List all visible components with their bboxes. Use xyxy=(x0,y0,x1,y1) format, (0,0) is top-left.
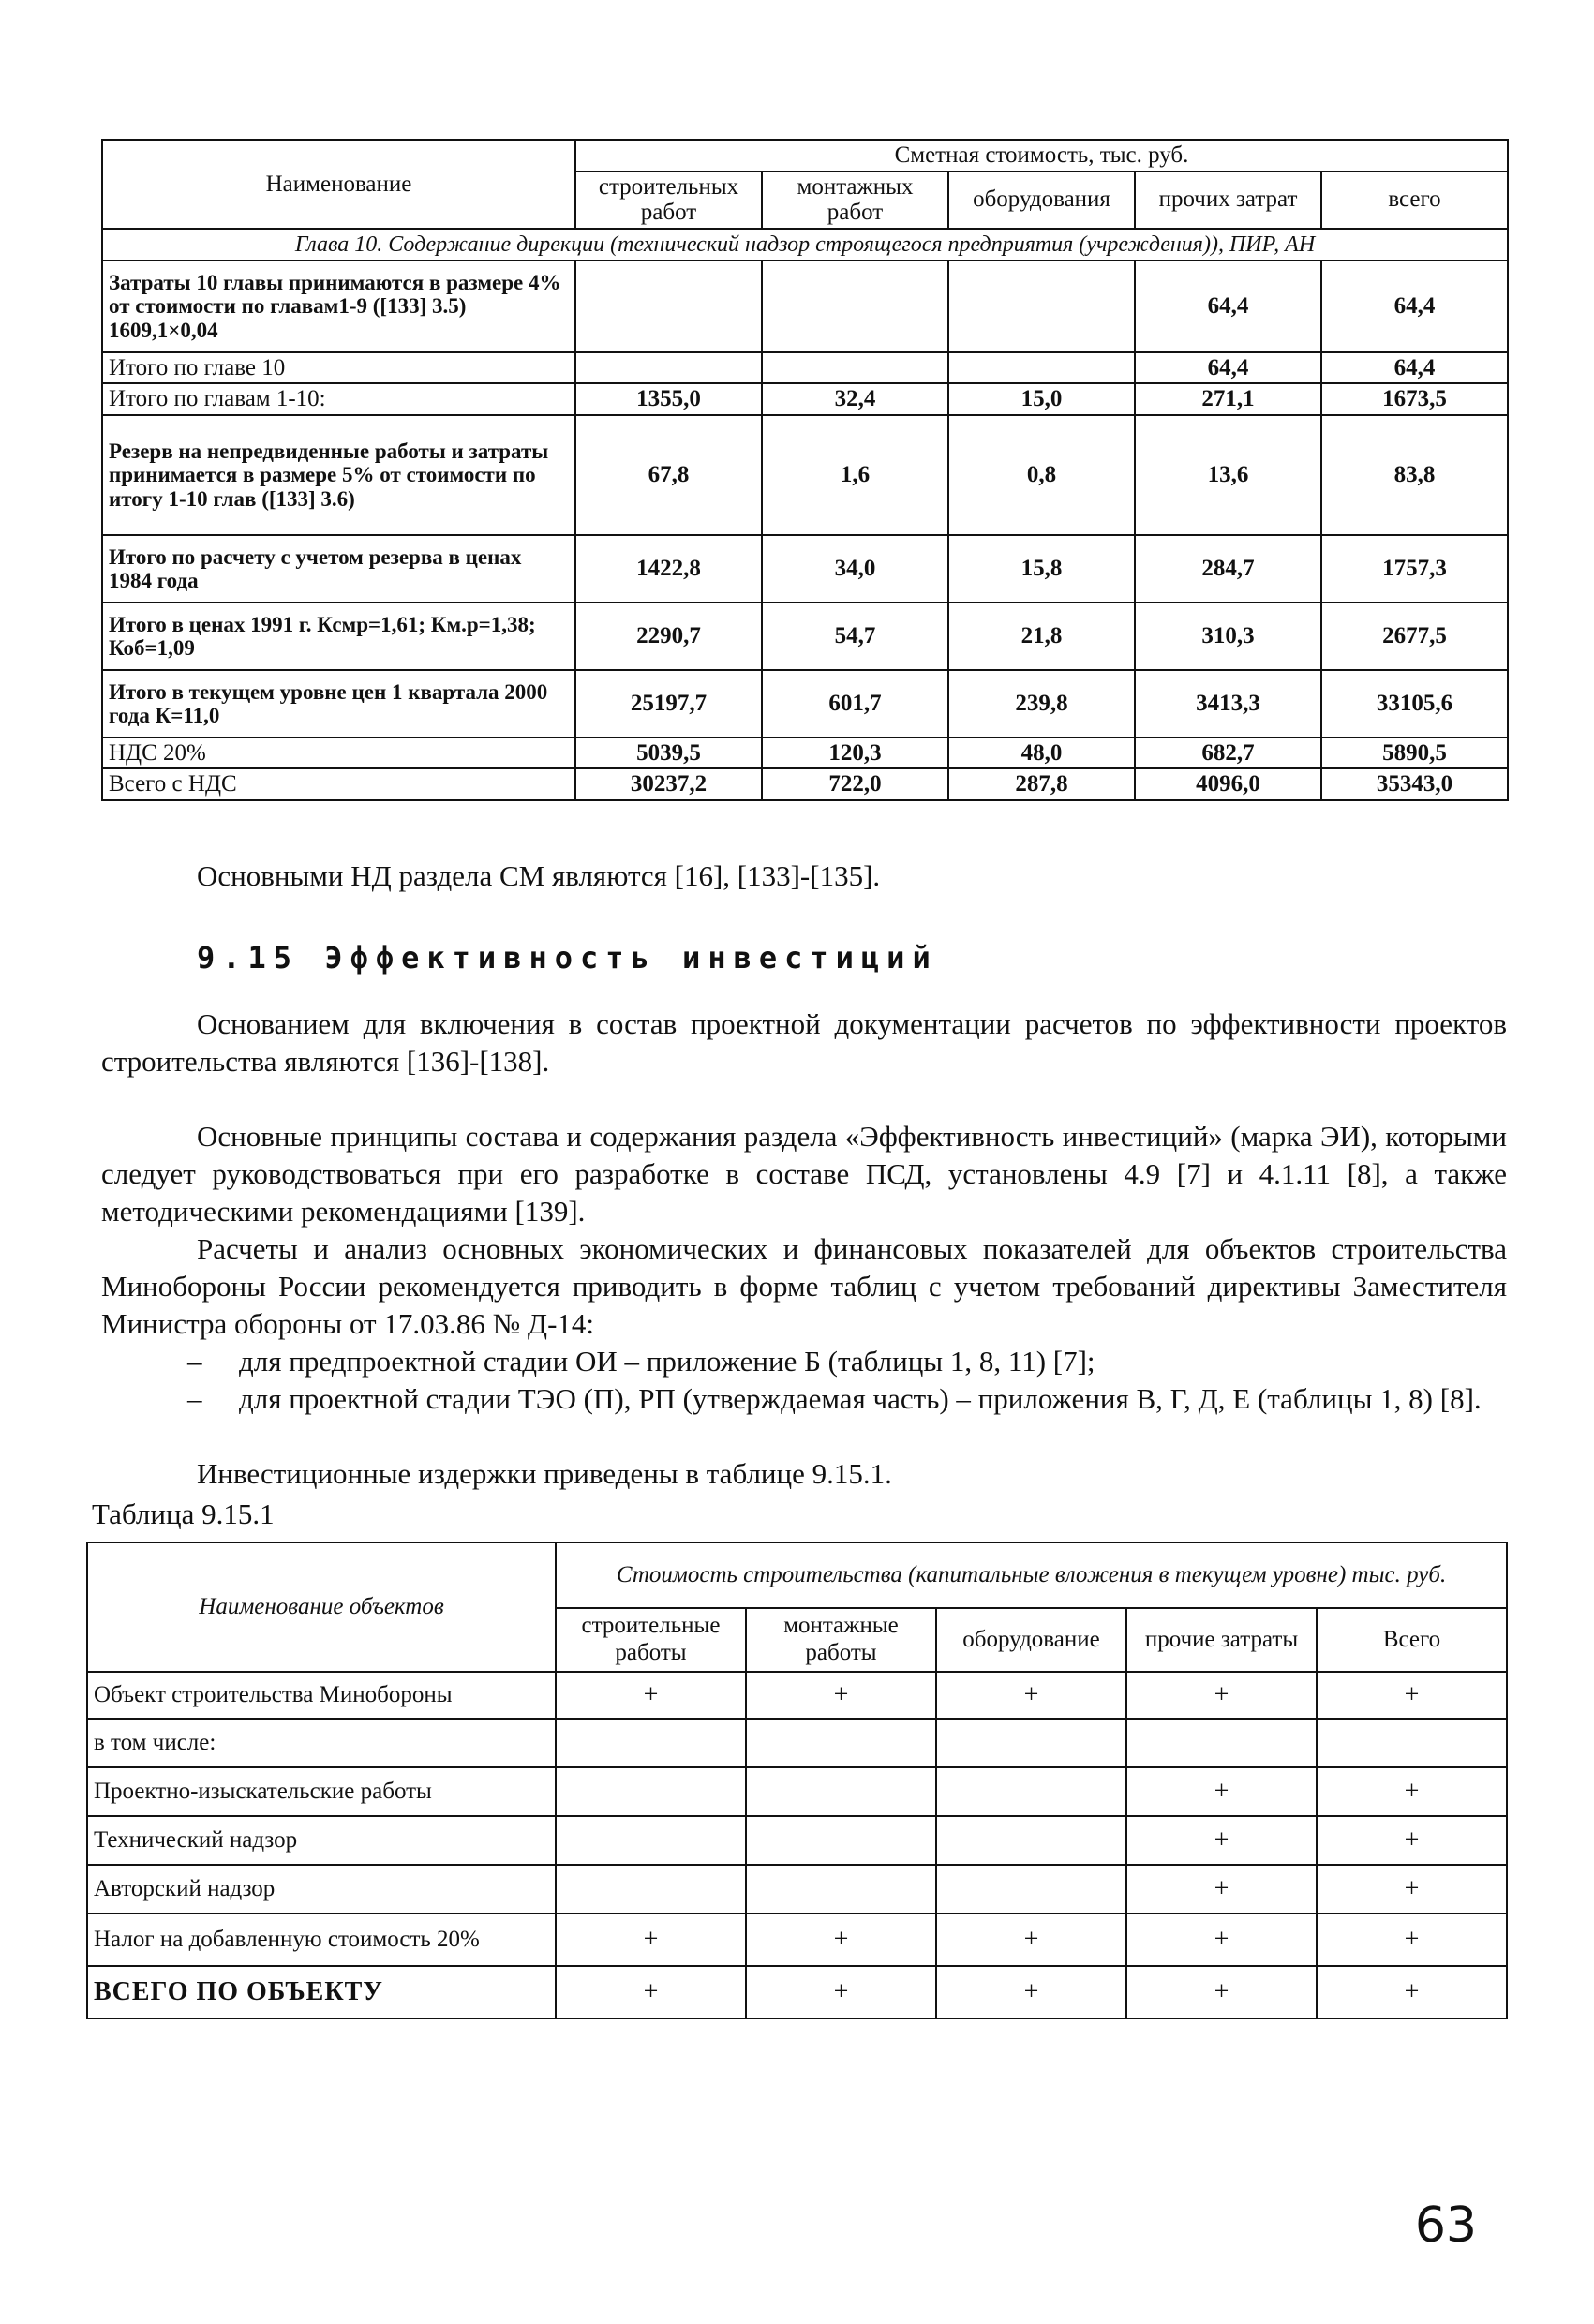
cell-value: 64,4 xyxy=(1321,352,1508,384)
cell-value: 5890,5 xyxy=(1321,737,1508,769)
table-row xyxy=(87,1672,1507,1719)
cell-value: 239,8 xyxy=(948,670,1135,737)
t2-col-header: монтажные работы xyxy=(746,1608,936,1672)
cell-value: 15,8 xyxy=(948,535,1135,603)
row-name: Итого в ценах 1991 г. Ксмр=1,61; Км.р=1,38; Коб=1,09 xyxy=(102,603,575,670)
row-name: Авторский надзор xyxy=(87,1865,556,1914)
list-item-text: для проектной стадии ТЭО (П), РП (утверждаемая часть) – приложения В, Г, Д, Е (таблицы 1, 8) [8]. xyxy=(239,1382,1482,1415)
table-row xyxy=(87,1719,1507,1767)
cell-value: 2290,7 xyxy=(575,603,762,670)
cell-value: 64,4 xyxy=(1135,352,1321,384)
cell-value: 271,1 xyxy=(1135,383,1321,415)
t1-chapter-title: Глава 10. Содержание дирекции (технический надзор строящегося предприятия (учреждения)), ПИР, АН xyxy=(102,229,1508,261)
cell-value: 722,0 xyxy=(762,768,948,800)
cell-value xyxy=(948,352,1135,384)
cell-mark: + xyxy=(1317,1672,1507,1719)
cell-mark xyxy=(936,1816,1126,1865)
cell-value: 15,0 xyxy=(948,383,1135,415)
cell-value: 1757,3 xyxy=(1321,535,1508,603)
cell-mark: + xyxy=(1317,1816,1507,1865)
cell-value: 34,0 xyxy=(762,535,948,603)
row-name: Объект строительства Минобороны xyxy=(87,1672,556,1719)
table-row xyxy=(102,603,1508,670)
cell-mark: + xyxy=(936,1914,1126,1966)
table-row xyxy=(87,1816,1507,1865)
t1-col-header: монтажных работ xyxy=(762,171,948,229)
cell-mark: + xyxy=(1317,1914,1507,1966)
t2-col-header: Всего xyxy=(1317,1608,1507,1672)
table-row xyxy=(87,1865,1507,1914)
row-name: Итого в текущем уровне цен 1 квартала 2000 года К=11,0 xyxy=(102,670,575,737)
cell-mark: + xyxy=(1317,1865,1507,1914)
row-name: Всего с НДС xyxy=(102,768,575,800)
investment-costs-table xyxy=(86,1542,1508,2019)
cell-mark xyxy=(746,1816,936,1865)
t2-col-header: прочие затраты xyxy=(1126,1608,1317,1672)
cell-value: 64,4 xyxy=(1135,261,1321,352)
cell-mark: + xyxy=(936,1672,1126,1719)
cell-mark: + xyxy=(936,1966,1126,2019)
cell-value: 5039,5 xyxy=(575,737,762,769)
cell-mark: + xyxy=(1126,1914,1317,1966)
cell-mark xyxy=(1317,1719,1507,1767)
cell-value xyxy=(948,261,1135,352)
paragraph-sources: Основными НД раздела СМ являются [16], [133]-[135]. xyxy=(197,859,881,892)
paragraph-basis: Основанием для включения в состав проектной документации расчетов по эффективности проектов строительства являются [136]-[138]. xyxy=(101,1007,1507,1078)
cell-value: 54,7 xyxy=(762,603,948,670)
cell-mark xyxy=(556,1767,746,1816)
cell-mark: + xyxy=(556,1966,746,2019)
paragraph-calculations: Расчеты и анализ основных экономических и финансовых показателей для объектов строительства Минобороны России рекомендуется приводить в форме таблиц с учетом требований директивы Заместителя Министра обороны от 17.03.86 № Д-14: xyxy=(101,1232,1507,1340)
cell-value xyxy=(762,352,948,384)
paragraph-costs: Инвестиционные издержки приведены в таблице 9.15.1. xyxy=(197,1457,892,1490)
cell-value: 1673,5 xyxy=(1321,383,1508,415)
cell-mark: + xyxy=(1317,1767,1507,1816)
cell-value: 1355,0 xyxy=(575,383,762,415)
cell-value: 32,4 xyxy=(762,383,948,415)
cell-value: 67,8 xyxy=(575,415,762,535)
t1-col-header: всего xyxy=(1321,171,1508,229)
cell-mark: + xyxy=(1126,1816,1317,1865)
cell-value: 0,8 xyxy=(948,415,1135,535)
cell-mark xyxy=(556,1865,746,1914)
cell-value: 310,3 xyxy=(1135,603,1321,670)
row-name: НДС 20% xyxy=(102,737,575,769)
table-row xyxy=(102,535,1508,603)
cell-value: 120,3 xyxy=(762,737,948,769)
cell-value: 3413,3 xyxy=(1135,670,1321,737)
t1-header-group: Сметная стоимость, тыс. руб. xyxy=(575,140,1508,171)
row-name: ВСЕГО ПО ОБЪЕКТУ xyxy=(87,1966,556,2019)
cell-mark: + xyxy=(1126,1865,1317,1914)
cell-value: 48,0 xyxy=(948,737,1135,769)
cell-mark: + xyxy=(746,1966,936,2019)
cell-mark: + xyxy=(556,1914,746,1966)
row-name: Итого по главе 10 xyxy=(102,352,575,384)
cell-mark: + xyxy=(1317,1966,1507,2019)
cell-value xyxy=(762,261,948,352)
cell-mark xyxy=(746,1865,936,1914)
section-heading: 9.15 Эффективность инвестиций xyxy=(197,940,938,976)
cell-mark xyxy=(746,1767,936,1816)
cell-value: 287,8 xyxy=(948,768,1135,800)
cell-mark: + xyxy=(1126,1672,1317,1719)
estimate-table xyxy=(101,139,1509,801)
table-row xyxy=(102,768,1508,800)
table-row xyxy=(102,383,1508,415)
t2-header-name: Наименование объектов xyxy=(87,1542,556,1672)
cell-mark: + xyxy=(746,1914,936,1966)
cell-value xyxy=(575,352,762,384)
cell-value: 601,7 xyxy=(762,670,948,737)
row-name: Проектно-изыскательские работы xyxy=(87,1767,556,1816)
t2-col-header: строительные работы xyxy=(556,1608,746,1672)
t1-header-name: Наименование xyxy=(102,140,575,229)
table-row xyxy=(102,261,1508,352)
row-name: Технический надзор xyxy=(87,1816,556,1865)
row-name: в том числе: xyxy=(87,1719,556,1767)
row-name: Резерв на непредвиденные работы и затраты принимается в размере 5% от стоимости по итогу 1-10 глав ([133] 3.6) xyxy=(102,415,575,535)
table-row xyxy=(102,737,1508,769)
cell-value: 4096,0 xyxy=(1135,768,1321,800)
row-name: Затраты 10 главы принимаются в размере 4% от стоимости по главам1-9 ([133] 3.5) 1609,1×0,04 xyxy=(102,261,575,352)
page-number: 63 xyxy=(1414,2197,1477,2254)
cell-mark xyxy=(936,1719,1126,1767)
paragraph-principles: Основные принципы состава и содержания раздела «Эффективность инвестиций» (марка ЭИ), которыми следует руководствоваться при его разработке в составе ПСД, установлены 4.9 [7] и 4.1.11 [8], а также методическими рекомендациями [139]. xyxy=(101,1120,1507,1228)
cell-mark: + xyxy=(746,1672,936,1719)
cell-value: 33105,6 xyxy=(1321,670,1508,737)
list-dash: – xyxy=(187,1382,202,1415)
list-item-text: для предпроектной стадии ОИ – приложение Б (таблицы 1, 8, 11) [7]; xyxy=(239,1345,1095,1378)
cell-mark xyxy=(746,1719,936,1767)
table-row xyxy=(102,670,1508,737)
t1-col-header: прочих затрат xyxy=(1135,171,1321,229)
table-row xyxy=(102,352,1508,384)
row-name: Итого по главам 1-10: xyxy=(102,383,575,415)
table-row xyxy=(102,415,1508,535)
list-dash: – xyxy=(187,1345,202,1378)
cell-mark xyxy=(936,1865,1126,1914)
table-row xyxy=(87,1914,1507,1966)
cell-value: 21,8 xyxy=(948,603,1135,670)
t2-header-group: Стоимость строительства (капитальные вложения в текущем уровне) тыс. руб. xyxy=(556,1542,1507,1608)
row-name: Итого по расчету с учетом резерва в ценах 1984 года xyxy=(102,535,575,603)
cell-value: 64,4 xyxy=(1321,261,1508,352)
cell-value: 2677,5 xyxy=(1321,603,1508,670)
cell-value xyxy=(575,261,762,352)
cell-value: 35343,0 xyxy=(1321,768,1508,800)
cell-mark: + xyxy=(1126,1767,1317,1816)
t1-col-header: оборудования xyxy=(948,171,1135,229)
cell-value: 13,6 xyxy=(1135,415,1321,535)
cell-value: 25197,7 xyxy=(575,670,762,737)
cell-value: 83,8 xyxy=(1321,415,1508,535)
cell-mark xyxy=(1126,1719,1317,1767)
cell-mark xyxy=(556,1816,746,1865)
cell-value: 1422,8 xyxy=(575,535,762,603)
row-name: Налог на добавленную стоимость 20% xyxy=(87,1914,556,1966)
cell-mark: + xyxy=(1126,1966,1317,2019)
cell-mark xyxy=(556,1719,746,1767)
cell-value: 30237,2 xyxy=(575,768,762,800)
cell-value: 284,7 xyxy=(1135,535,1321,603)
table-row-total xyxy=(87,1966,1507,2019)
cell-mark xyxy=(936,1767,1126,1816)
t1-col-header: строительных работ xyxy=(575,171,762,229)
t2-col-header: оборудование xyxy=(936,1608,1126,1672)
table-row xyxy=(87,1767,1507,1816)
cell-value: 682,7 xyxy=(1135,737,1321,769)
cell-value: 1,6 xyxy=(762,415,948,535)
table-caption: Таблица 9.15.1 xyxy=(92,1497,275,1530)
cell-mark: + xyxy=(556,1672,746,1719)
